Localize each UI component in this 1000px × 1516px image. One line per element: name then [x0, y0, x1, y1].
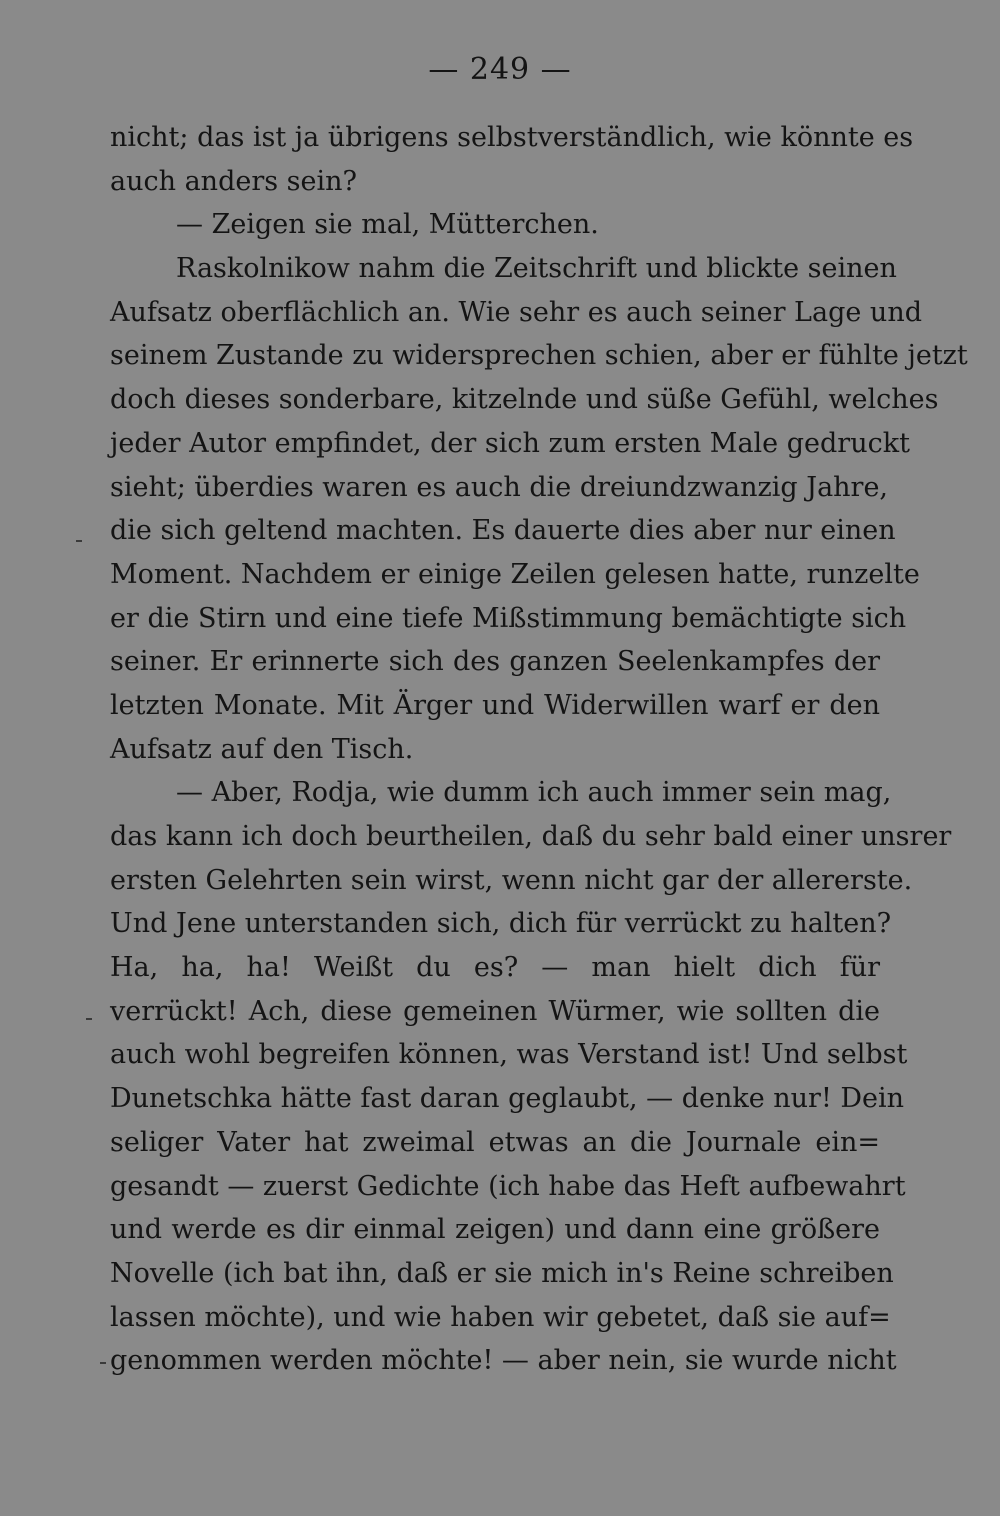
text-line: — Aber, Rodja, wie dumm ich auch immer sein mag, [176, 777, 892, 809]
margin-mark [76, 540, 82, 542]
text-line: Raskolnikow nahm die Zeitschrift und blickte seinen [176, 253, 897, 285]
text-line: letzten Monate. Mit Ärger und Widerwillen warf er den [110, 689, 880, 721]
text-line: auch anders sein? [110, 165, 358, 197]
text-line: verrückt! Ach, diese gemeinen Würmer, wie sollten die [110, 995, 880, 1027]
text-line: seinem Zustande zu widersprechen schien, aber er fühlte jetzt [110, 340, 968, 372]
text-line: sieht; überdies waren es auch die dreiundzwanzig Jahre, [110, 471, 889, 503]
text-line: Und Jene unterstanden sich, dich für verrückt zu halten? [110, 908, 892, 940]
text-line: seiner. Er erinnerte sich des ganzen Seelenkampfes der [110, 646, 880, 678]
text-line: Dunetschka hätte fast daran geglaubt, — denke nur! Dein [110, 1083, 905, 1115]
text-line: jeder Autor empfindet, der sich zum ersten Male gedruckt [110, 427, 910, 459]
text-line: die sich geltend machten. Es dauerte dies aber nur einen [110, 515, 896, 547]
margin-mark [100, 1362, 106, 1364]
text-line: doch dieses sonderbare, kitzelnde und süße Gefühl, welches [110, 384, 939, 416]
text-line: auch wohl begreifen können, was Verstand ist! Und selbst [110, 1039, 908, 1071]
text-line: Novelle (ich bat ihn, daß er sie mich in's Reine schreiben [110, 1257, 894, 1289]
text-line: Ha, ha, ha! Weißt du es? — man hielt dich für [110, 952, 880, 984]
page-number: — 249 — [428, 52, 572, 87]
text-line: seliger Vater hat zweimal etwas an die Journale ein= [110, 1126, 880, 1158]
text-line: genommen werden möchte! — aber nein, sie wurde nicht [110, 1345, 897, 1377]
text-line: lassen möchte), und wie haben wir gebetet, daß sie auf= [110, 1301, 891, 1333]
body-text [110, 116, 968, 1383]
text-line: — Zeigen sie mal, Mütterchen. [176, 209, 599, 241]
text-line: und werde es dir einmal zeigen) und dann eine größere [110, 1214, 880, 1246]
text-line: nicht; das ist ja übrigens selbstverständlich, wie könnte es [110, 122, 914, 153]
text-line: gesandt — zuerst Gedichte (ich habe das Heft aufbewahrt [110, 1170, 906, 1202]
text-line: Moment. Nachdem er einige Zeilen gelesen hatte, runzelte [110, 558, 920, 590]
text-line: er die Stirn und eine tiefe Mißstimmung bemächtigte sich [110, 602, 907, 634]
text-line: ersten Gelehrten sein wirst, wenn nicht gar der allererste. [110, 864, 913, 896]
margin-mark [86, 1018, 92, 1020]
text-line: Aufsatz oberflächlich an. Wie sehr es auch seiner Lage und [110, 296, 922, 328]
text-line: Aufsatz auf den Tisch. [110, 733, 414, 765]
text-line: das kann ich doch beurtheilen, daß du sehr bald einer unsrer [110, 821, 952, 852]
